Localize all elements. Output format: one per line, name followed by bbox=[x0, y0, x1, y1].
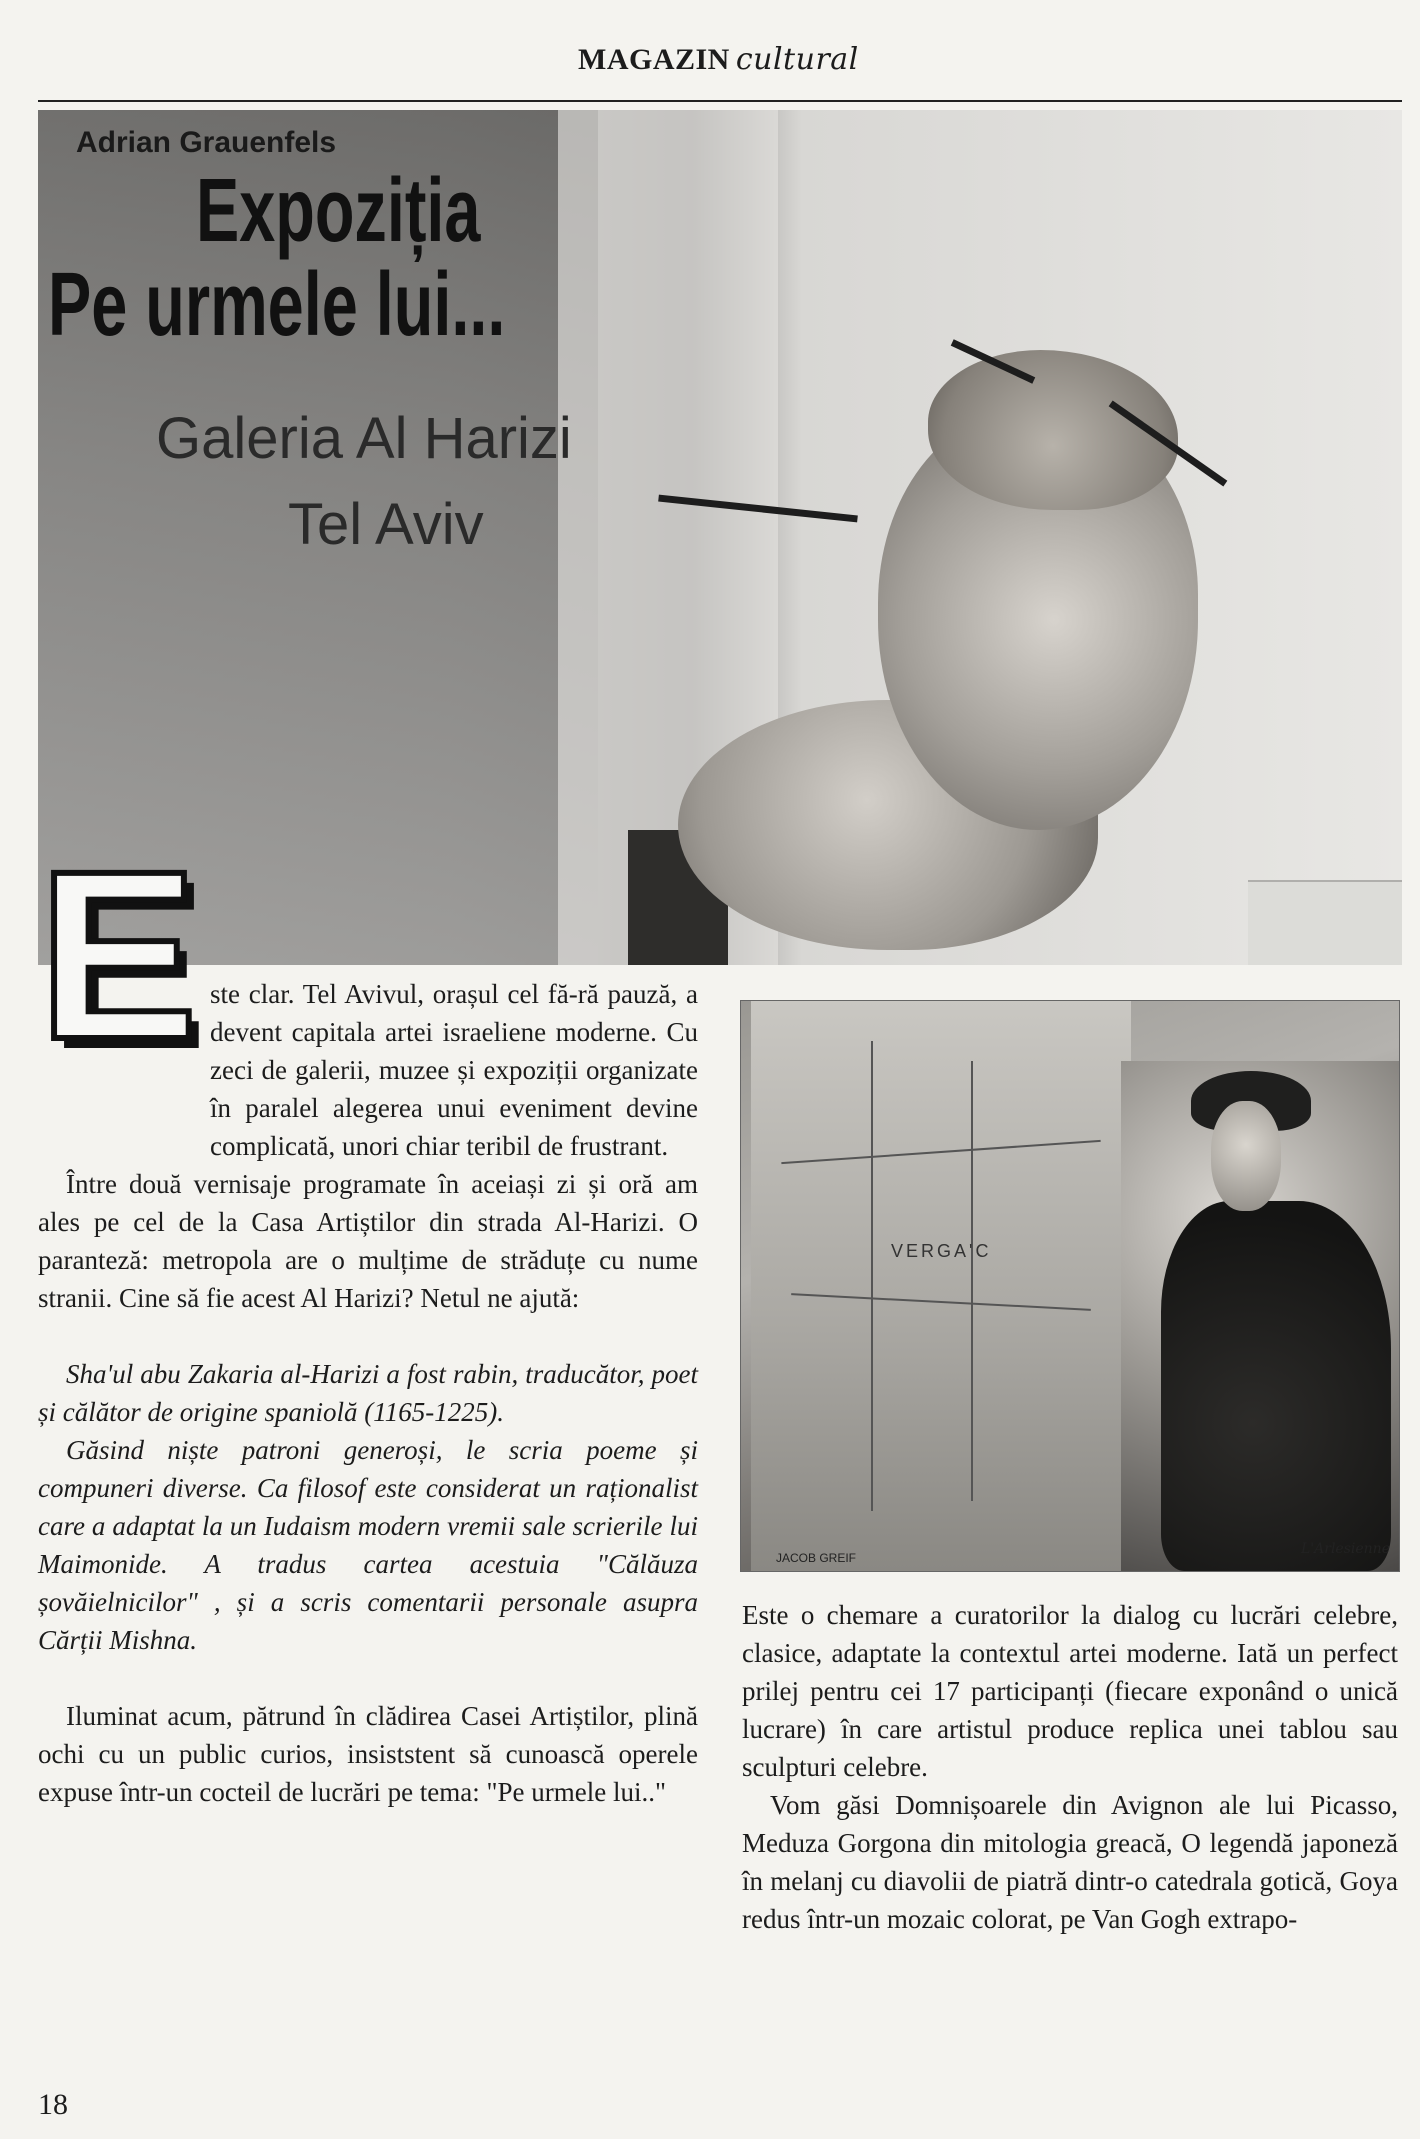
right-column bbox=[742, 1596, 1398, 1938]
article-subtitle-line1: Galeria Al Harizi bbox=[156, 406, 572, 471]
paragraph: Vom găsi Domnișoarele din Avignon ale lui Picasso, Meduza Gorgona din mitologia greacă, O legendă japoneză în melanj cu diavolii de piatră dintr-o catedrala gotică, Goya redus într-un mozaic colorat, pe Van Gogh extrapo- bbox=[742, 1790, 1398, 1934]
article-title-line1: Expoziția bbox=[196, 161, 481, 261]
magazine-header bbox=[578, 42, 878, 77]
article-subtitle-line2: Tel Aviv bbox=[288, 492, 484, 557]
paragraph: ste clar. Tel Avivul, orașul cel fă-ră pauză, a devent capitala artei israeliene moderne. Cu zeci de galerii, muzee și expoziții organizate în paralel alegerea unui eveniment devine complicată, unori chiar teribil de frustrant. bbox=[210, 979, 698, 1161]
quote-paragraph: Sha'ul abu Zakaria al-Harizi a fost rabin, traducător, poet și călător de origine spaniolă (1165-1225). bbox=[38, 1359, 698, 1427]
drop-cap: E bbox=[38, 821, 199, 1089]
paragraph: Între două vernisaje programate în aceiași zi și oră am ales pe cel de la Casa Artiștilor din strada Al-Harizi. O paranteză: metropola are o mulțime de străduțe cu nume stranii. Cine să fie acest Al Harizi? Netul ne ajută: bbox=[38, 1169, 698, 1313]
paragraph: Iluminat acum, pătrund în clădirea Casei Artiștilor, plină ochi cu un public curios, insiststent să cunoască operele expuse într-un cocteil de lucrări pe tema: "Pe urmele lui.." bbox=[38, 1701, 698, 1807]
painting-caption: JACOB GREIF bbox=[776, 1551, 857, 1565]
paragraph: Este o chemare a curatorilor la dialog cu lucrări celebre, clasice, adaptate la contextul artei moderne. Iată un perfect prilej pentru cei 17 participanți (fiecare exponând o unică lucrare) în care artistul produce replica unei tablou sau sculpturi celebre. bbox=[742, 1600, 1398, 1782]
sketch-canvas bbox=[751, 1001, 1131, 1571]
header-divider bbox=[38, 100, 1402, 102]
section-name: cultural bbox=[735, 42, 859, 77]
canvas-label: VERGA'C bbox=[891, 1241, 992, 1261]
sculpture-image bbox=[678, 330, 1328, 965]
painting-face bbox=[1211, 1101, 1281, 1211]
quote-paragraph: Găsind niște patroni generoși, le scria poeme și compuneri diverse. Ca filosof este considerat un raționalist care a adaptat la un Iudaism modern vremii sale scrierile lui Maimonide. A tradus cartea acestuia "Călăuza șovăielnicilor" , și a scris comentarii personale asupra Cărții Mishna. bbox=[38, 1435, 698, 1655]
painting-photo bbox=[740, 1000, 1400, 1572]
sculpture-rod bbox=[658, 495, 858, 523]
painting-figure bbox=[1161, 1201, 1391, 1571]
hero-photo bbox=[38, 110, 1402, 965]
sculpture-hair bbox=[928, 350, 1178, 510]
painting-signature: L'Arlesienne bbox=[1301, 1541, 1390, 1557]
article-author: Adrian Grauenfels bbox=[76, 126, 337, 159]
left-column bbox=[38, 975, 698, 1811]
page-number: 18 bbox=[38, 2088, 68, 2121]
magazine-name: MAGAZIN bbox=[578, 43, 730, 76]
article-title-line2: Pe urmele lui... bbox=[48, 255, 506, 355]
